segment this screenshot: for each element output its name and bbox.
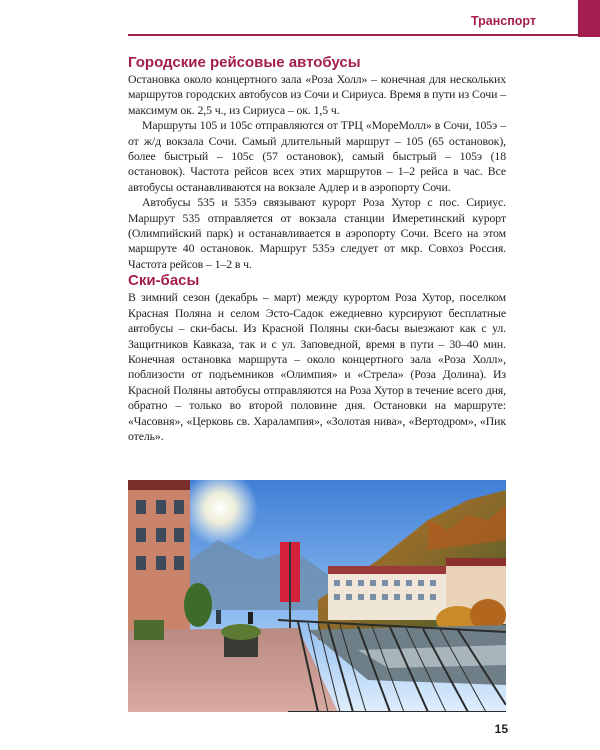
paragraph: Автобусы 535 и 535э связывают курорт Роза Хутор с пос. Сириус. Маршрут 535 отправляется от вокзала станции Имеретинский курорт (Олимпийский парк) и останавливается в аэропорту Сочи. Всего на этом маршруте 40 остановок. Маршрут 535э следует от мкр. Совхоз Россия. Частота рейсов – 1–2 в ч. <box>128 195 506 271</box>
section-title-ski-buses: Ски-басы <box>128 272 200 290</box>
resort-photo <box>128 480 506 712</box>
paragraph: Маршруты 105 и 105с отправляются от ТРЦ «МореМолл» в Сочи, 105э – от ж/д вокзала Сочи. Самый длительный маршрут – 105 (65 остановок), более быстрый – 105с (57 остановок), самый быстрый – 105э (18 остановок). Частота рейсов всех этих маршрутов – 1–2 рейса в час. Все автобусы останавливаются на вокзале Адлер и в аэропорту Сочи. <box>128 118 506 194</box>
header-rule <box>128 34 600 36</box>
section-title-city-buses: Городские рейсовые автобусы <box>128 54 361 71</box>
paragraph: Остановка около концертного зала «Роза Холл» – конечная для нескольких маршрутов городских автобусов из Сочи и Сириуса. Время в пути из Сочи – максимум ок. 2,5 ч., из Сириуса – ок. 1,5 ч. <box>128 72 506 117</box>
paragraph: В зимний сезон (декабрь – март) между курортом Роза Хутор, поселком Красная Поляна и селом Эсто-Садок ежедневно курсируют бесплатные автобусы – ски-басы. Из Красной Поляны ски-басы выезжают как с ул. Защитников Кавказа, так и с ул. Заповедной, время в пути – 30–40 мин. Конечная остановка маршрута – около концертного зала «Роза Холл», поблизости от подъемников «Олимпия» и «Стрела» (Роза Долина). Из Красной Поляны автобусы отправляются на Роза Хутор в течение всего дня, обратно – только во второй половине дня. Остановки на маршруте: «Часовня», «Церковь св. Харалампия», «Золотая нива», «Вертодром», «Пик отель». <box>128 290 506 443</box>
running-header: Транспорт <box>470 14 536 28</box>
page-content <box>128 54 506 444</box>
page-number: 15 <box>494 722 508 736</box>
header-tab-marker <box>578 0 600 37</box>
